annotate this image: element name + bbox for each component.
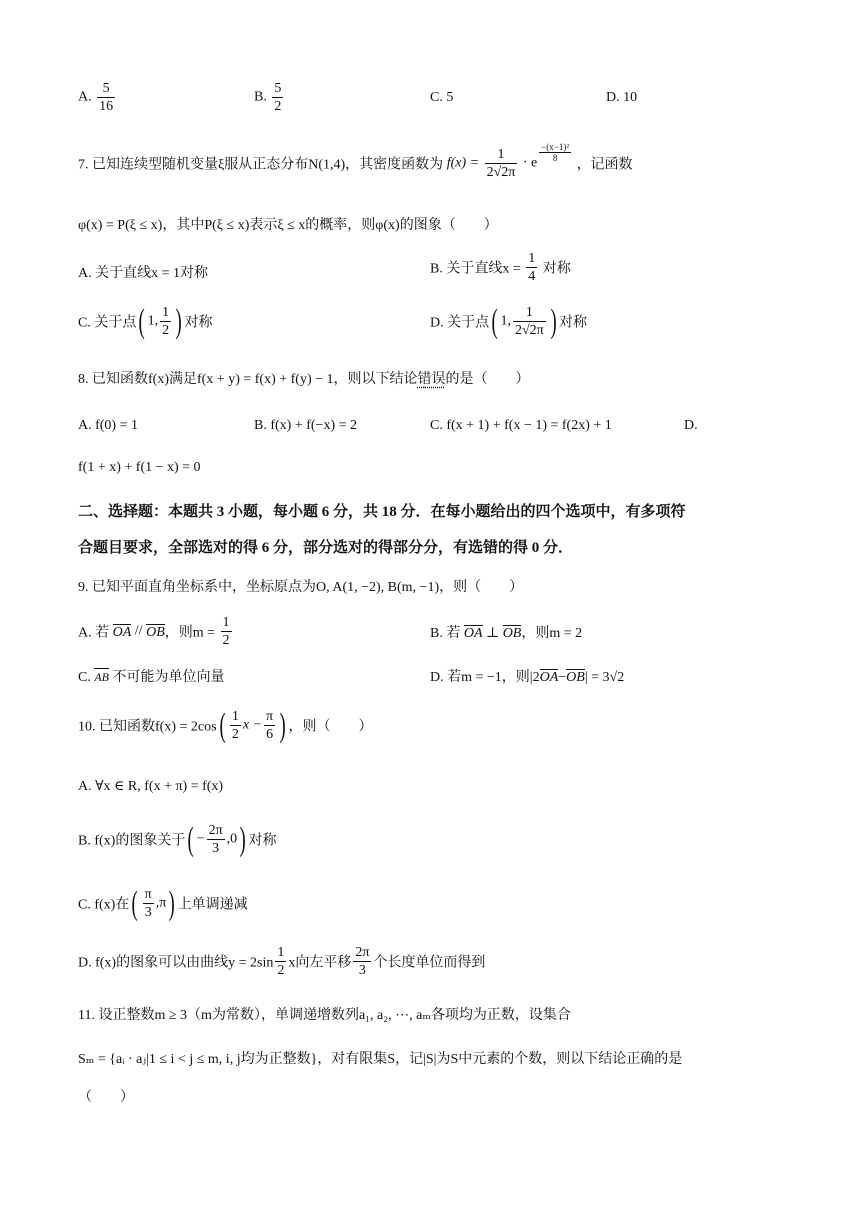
q10-half-fraction: $\frac{1}{2}$ [231,709,239,742]
q8-option-d-label: D. [684,418,698,433]
q8-option-b: B. f(x) + f(−x) = 2 [254,418,357,433]
section2-heading-line2: 合题目要求，全部选对的得 6 分，部分选对的得部分分，有选错的得 0 分． [78,540,574,556]
section2-heading-line1: 二、选择题：本题共 3 小题，每小题 6 分，共 18 分．在每小题给出的四个选项中，有多项符 [78,504,686,520]
q7-c-fraction: $\frac{1}{2}$ [162,305,170,338]
right-paren: ) [168,884,176,922]
q7-option-d: D. 关于点( 1, $\frac{1}{2√2\pi}$ ) 对称 [430,302,588,340]
left-paren: ( [491,302,498,340]
q10-stem: 10. 已知函数f(x) = 2cos( $\frac{1}{2}$ x − $\frac{\pi}{6}$ ) ，则（ ） [78,706,373,744]
q10-d-half-fraction: $\frac{1}{2}$ [277,945,285,978]
left-paren: ( [131,884,139,922]
q8-option-a: A. f(0) = 1 [78,418,138,433]
q10-b-fraction: $\frac{2\pi}{3}$ [208,823,223,856]
q8-option-d: f(1 + x) + f(1 − x) = 0 [78,460,201,475]
q6-b-fraction: $\frac{5}{2}$ [274,81,282,114]
q6-option-a: A. $\frac{5}{16}$ [78,81,114,114]
right-paren: ) [175,302,182,340]
q6-option-d: D. 10 [606,90,638,105]
q11-line3: （ ） [78,1090,134,1105]
q10-pi-fraction: $\frac{\pi}{6}$ [266,709,274,742]
q11-line1: 11. 设正整数m ≥ 3（m为常数），单调递增数列a₁, a₂, ⋯, aₘ各项均为正数，设集合 [78,1008,571,1023]
left-paren: ( [138,302,146,340]
q9-a-fraction: $\frac{1}{2}$ [222,615,230,648]
q10-option-d: D. f(x)的图象可以由曲线y = 2sin $\frac{1}{2}$ x向左平移 $\frac{2\pi}{3}$ 个长度单位而得到 [78,945,486,978]
q6-a-fraction: $\frac{5}{16}$ [99,81,114,114]
q6-option-b: B. $\frac{5}{2}$ [254,81,282,114]
q8-stem: 8. 已知函数f(x)满足f(x + y) = f(x) + f(y) − 1，则以下结论错误的是（ ） [78,372,530,387]
q9-option-a: A. 若 OA // OB，则m = $\frac{1}{2}$ [78,615,230,648]
q9-option-b: B. 若 OA ⊥ OB，则m = 2 [430,626,583,641]
q7-option-a: A. 关于直线x = 1对称 [78,266,209,281]
q7-d-fraction: $\frac{1}{2√2\pi}$ [514,305,544,338]
q10-option-b: B. f(x)的图象关于( − $\frac{2\pi}{3}$ ,0) 对称 [78,820,277,858]
right-paren: ) [279,706,286,744]
left-paren: ( [187,820,195,858]
q7-b-fraction: $\frac{1}{4}$ [528,251,536,284]
q9-stem: 9. 已知平面直角坐标系中，坐标原点为O, A(1, −2), B(m, −1)，则（ ） [78,580,524,595]
q7-option-c: C. 关于点( 1, $\frac{1}{2}$ ) 对称 [78,302,213,340]
q9-option-d: D. 若m = −1，则|2OA−OB| = 3√2 [430,670,625,685]
q10-c-fraction: $\frac{\pi}{3}$ [144,887,152,920]
q7-density-fraction: $\frac{1}{2√2\pi}$ [486,147,516,180]
q7-stem: 7. 已知连续型随机变量ξ服从正态分布N(1,4)，其密度函数为 f(x) = $\frac{1}{2√2\pi}$ · e $\frac{\text{−(x−1)²}}{8}$ ，记函数 [78,142,633,180]
q7-option-b: B. 关于直线x = $\frac{1}{4}$ 对称 [430,251,571,284]
left-paren: ( [219,706,226,744]
q6-option-c: C. 5 [430,90,454,105]
right-paren: ) [550,302,557,340]
q10-d-fraction: $\frac{2\pi}{3}$ [355,945,370,978]
q9-option-c: C. AB 不可能为单位向量 [78,670,225,685]
right-paren: ) [239,820,246,858]
q11-line2: Sₘ = {aᵢ · aⱼ|1 ≤ i < j ≤ m, i, j均为正整数}，对有限集S，记|S|为S中元素的个数，则以下结论正确的是 [78,1052,683,1067]
q10-option-c: C. f(x)在( $\frac{\pi}{3}$ ,π) 上单调递减 [78,884,248,922]
q7-exponent: $\frac{\text{−(x−1)²}}{8}$ [541,142,570,163]
q10-option-a: A. ∀x ∈ R, f(x + π) = f(x) [78,779,224,794]
q8-option-c: C. f(x + 1) + f(x − 1) = f(2x) + 1 [430,418,612,433]
q7-line2: φ(x) = P(ξ ≤ x)，其中P(ξ ≤ x)表示ξ ≤ x的概率，则φ(x)的图象（ ） [78,218,498,233]
